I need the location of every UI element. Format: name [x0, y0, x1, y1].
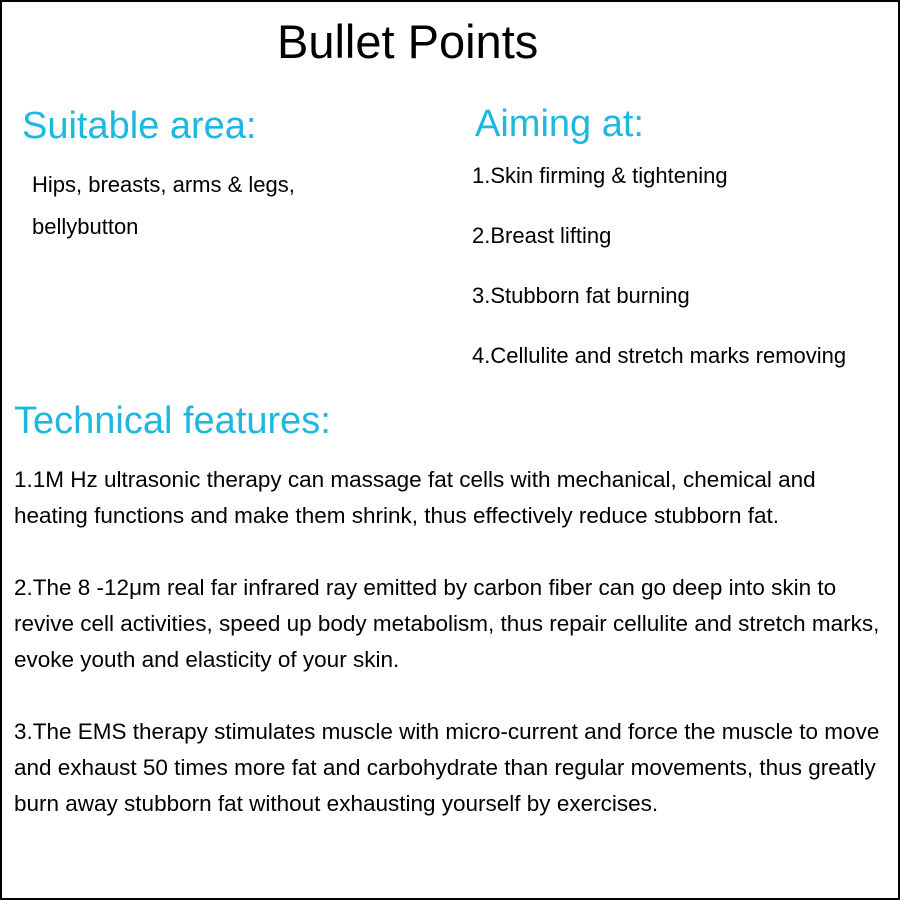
feature-paragraph: 2.The 8 -12μm real far infrared ray emitted by carbon fiber can go deep into skin to revive cell activities, speed up body metabolism, thus repair cellulite and stretch marks, evoke youth and elasticity of your skin. [14, 575, 880, 672]
feature-paragraph: 3.The EMS therapy stimulates muscle with micro-current and force the muscle to move and exhaust 50 times more fat and carbohydrate than regular movements, thus greatly burn away stubborn fat without exhausting yourself by exercises. [14, 719, 880, 816]
aiming-at-item: 3.Stubborn fat burning [472, 283, 690, 308]
aiming-at-list [472, 158, 846, 398]
page-title: Bullet Points [277, 15, 539, 68]
aiming-at-item: 1.Skin firming & tightening [472, 163, 728, 188]
technical-features-body [14, 462, 894, 858]
feature-paragraph: 1.1M Hz ultrasonic therapy can massage fat cells with mechanical, chemical and heating functions and make them shrink, thus effectively reduce stubborn fat. [14, 467, 816, 528]
technical-features-heading: Technical features: [14, 400, 331, 442]
aiming-at-item: 2.Breast lifting [472, 223, 612, 248]
suitable-area-line: bellybutton [32, 214, 139, 239]
suitable-area-text [32, 164, 412, 248]
aiming-at-heading: Aiming at: [475, 103, 644, 145]
aiming-at-item: 4.Cellulite and stretch marks removing [472, 343, 847, 368]
suitable-area-heading: Suitable area: [22, 105, 257, 147]
suitable-area-line: Hips, breasts, arms & legs, [32, 172, 295, 197]
